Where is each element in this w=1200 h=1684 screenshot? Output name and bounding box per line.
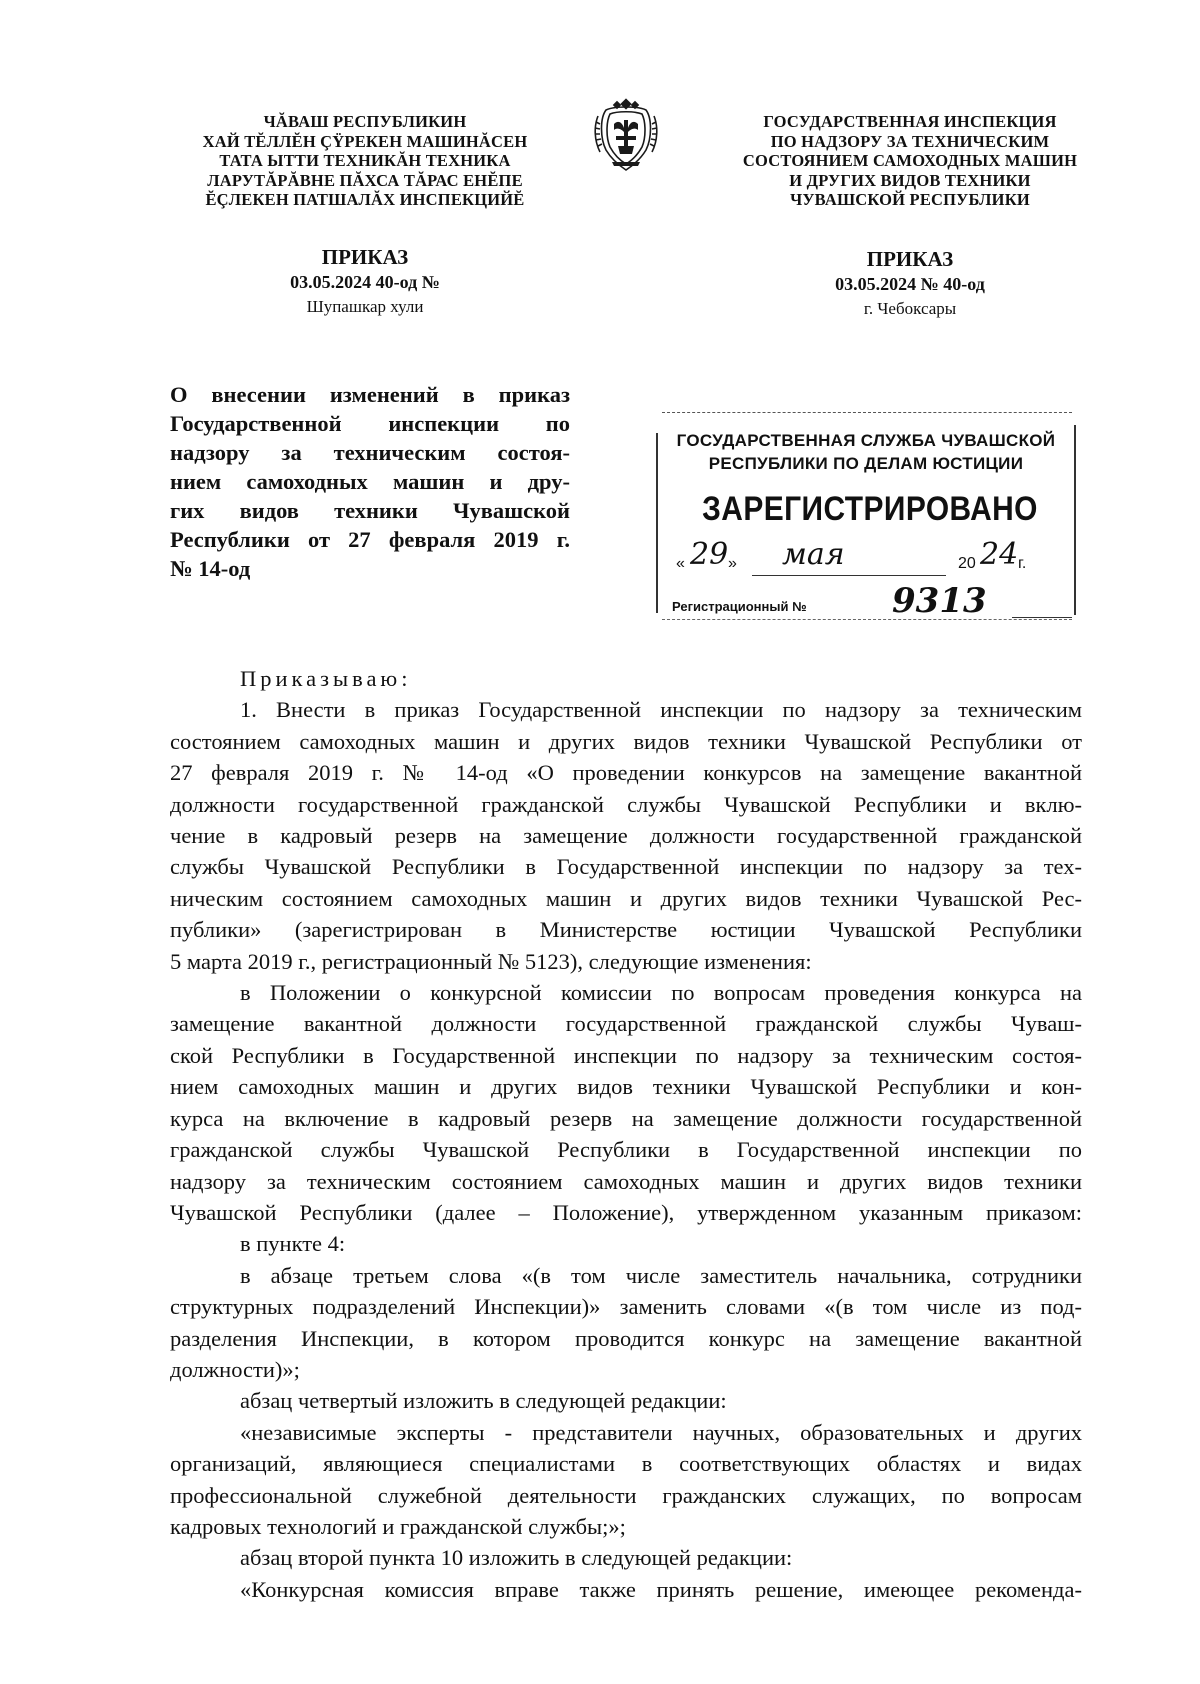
body-line: 27 февраля 2019 г. № 14-од «О проведении конкурсов на замещение вакантной <box>170 760 1082 786</box>
body-line: ническим состоянием самоходных машин и других видов техники Чувашской Рес- <box>170 885 1082 911</box>
body-line: «независимые эксперты - представители научных, образовательных и других <box>240 1419 1082 1445</box>
body-line: должности)»; <box>170 1356 300 1382</box>
body-line: публики» (зарегистрирован в Министерстве юстиции Чувашской Республики <box>170 917 1082 943</box>
body-line: ской Республики в Государственной инспекции по надзору за техническим состоя- <box>170 1042 1082 1068</box>
stamp-reg-label: Регистрационный № <box>672 599 807 614</box>
body-line: в пункте 4: <box>240 1231 346 1257</box>
registration-stamp <box>652 407 1082 625</box>
stamp-border <box>662 619 1072 620</box>
stamp-agency-line: ГОСУДАРСТВЕННАЯ СЛУЖБА ЧУВАШСКОЙ <box>676 431 1056 450</box>
stamp-quote-open: « <box>676 555 685 572</box>
body-line: надзору за техническим состоянием самоходных машин и других видов техники <box>170 1168 1082 1194</box>
doc-type-right: ПРИКАЗ <box>866 246 954 271</box>
subject-line: Государственной инспекции по <box>170 411 570 436</box>
subject-line: гих видов техники Чувашской <box>170 498 570 523</box>
city-right: г. Чебоксары <box>863 298 957 318</box>
body-line: абзац второй пункта 10 изложить в следующей редакции: <box>240 1545 793 1571</box>
stamp-regnum-underline <box>1012 617 1072 618</box>
subject-line: нием самоходных машин и дру- <box>170 469 570 494</box>
org-line: ЛАРУТĂРĂВНЕ ПĂХСА ТĂРАС ЕНĔПЕ <box>207 170 523 190</box>
stamp-year-handwritten: 24 <box>980 537 1019 572</box>
stamp-border <box>662 412 1072 413</box>
stamp-month-underline <box>752 575 946 576</box>
body-line: состоянием самоходных машин и других видов техники Чувашской Республики от <box>170 728 1082 754</box>
chuvash-coat-of-arms-icon <box>588 96 664 176</box>
stamp-reg-number-handwritten: 9313 <box>892 581 987 621</box>
org-line: ГОСУДАРСТВЕННАЯ ИНСПЕКЦИЯ <box>763 112 1057 131</box>
body-line: в Положении о конкурсной комиссии по вопросам проведения конкурса на <box>240 980 1082 1006</box>
body-line: в абзаце третьем слова «(в том числе заместитель начальника, сотрудники <box>240 1262 1082 1288</box>
body-line: разделения Инспекции, в котором проводится конкурс на замещение вакантной <box>170 1325 1082 1351</box>
org-line: ХАЙ ТĔЛЛĔН ÇŸРЕКЕН МАШИНĂСЕН <box>202 131 528 151</box>
body-line: должности государственной гражданской службы Чувашской Республики и вклю- <box>170 791 1082 817</box>
body-line: курса на включение в кадровый резерв на замещение должности государственной <box>170 1105 1082 1131</box>
stamp-border <box>1074 425 1076 615</box>
stamp-agency-line: РЕСПУБЛИКИ ПО ДЕЛАМ ЮСТИЦИИ <box>708 454 1024 473</box>
org-line: ПО НАДЗОРУ ЗА ТЕХНИЧЕСКИМ <box>770 131 1050 151</box>
org-line: ĔÇЛЕКЕН ПАТШАЛĂХ ИНСПЕКЦИЙĔ <box>205 190 525 209</box>
stamp-year-suffix: г. <box>1018 555 1027 572</box>
subject-line: № 14-од <box>170 556 251 581</box>
body-line: абзац четвертый изложить в следующей редакции: <box>240 1388 727 1414</box>
org-line: ЧУВАШСКОЙ РЕСПУБЛИКИ <box>790 190 1030 209</box>
stamp-quote-close: » <box>728 555 737 572</box>
org-line: СОСТОЯНИЕМ САМОХОДНЫХ МАШИН <box>742 151 1078 170</box>
subject-line: Республики от 27 февраля 2019 г. <box>170 527 570 552</box>
stamp-month-handwritten: мая <box>782 537 845 572</box>
org-line: ТАТА ЫТТИ ТЕХНИКĂН ТЕХНИКА <box>219 151 511 170</box>
body-line: 5 марта 2019 г., регистрационный № 5123), следующие изменения: <box>170 948 812 974</box>
body-line: организаций, являющиеся специалистами в соответствующих областях и видах <box>170 1451 1082 1477</box>
body-line: Чувашской Республики (далее – Положение), утвержденном указанным приказом: <box>170 1199 1082 1225</box>
body-line: кадровых технологий и гражданской службы;»; <box>170 1513 626 1539</box>
body-line: профессиональной служебной деятельности гражданских служащих, по вопросам <box>170 1482 1082 1508</box>
org-line: И ДРУГИХ ВИДОВ ТЕХНИКИ <box>789 170 1031 190</box>
city-left: Шупашкар хули <box>306 296 424 316</box>
body-line: Приказываю: <box>240 666 412 691</box>
subject-line: О внесении изменений в приказ <box>170 382 570 407</box>
header-right <box>705 112 1115 322</box>
body-line: «Конкурсная комиссия вправе также принять решение, имеющее рекоменда- <box>240 1576 1082 1602</box>
doc-type-left: ПРИКАЗ <box>321 244 409 269</box>
body-line: чение в кадровый резерв на замещение должности государственной гражданской <box>170 823 1082 849</box>
doc-number-right: 03.05.2024 № 40-од <box>835 273 985 294</box>
stamp-border <box>656 433 658 613</box>
body-line: службы Чувашской Республики в Государственной инспекции по надзору за тех- <box>170 854 1082 880</box>
document-body <box>170 663 1082 1605</box>
stamp-year-prefix: 20 <box>958 555 976 572</box>
subject-line: надзору за техническим состоя- <box>170 440 570 465</box>
body-line: гражданской службы Чувашской Республики в Государственной инспекции по <box>170 1137 1082 1163</box>
body-line: замещение вакантной должности государственной гражданской службы Чуваш- <box>170 1011 1082 1037</box>
doc-number-left: 03.05.2024 40-од № <box>290 271 440 292</box>
stamp-registered-label: ЗАРЕГИСТРИРОВАНО <box>702 490 1038 528</box>
document-subject <box>170 380 570 583</box>
org-line: ЧĂВАШ РЕСПУБЛИКИН <box>263 112 467 131</box>
stamp-day-handwritten: 29 <box>690 537 729 572</box>
body-line: 1. Внести в приказ Государственной инспекции по надзору за техническим <box>240 697 1082 723</box>
stamp-date-row <box>672 537 1072 587</box>
body-line: нием самоходных машин и других видов техники Чувашской Республики и кон- <box>170 1074 1082 1100</box>
header-left <box>165 112 565 320</box>
body-line: структурных подразделений Инспекции)» заменить словами «(в том числе из под- <box>170 1294 1082 1320</box>
